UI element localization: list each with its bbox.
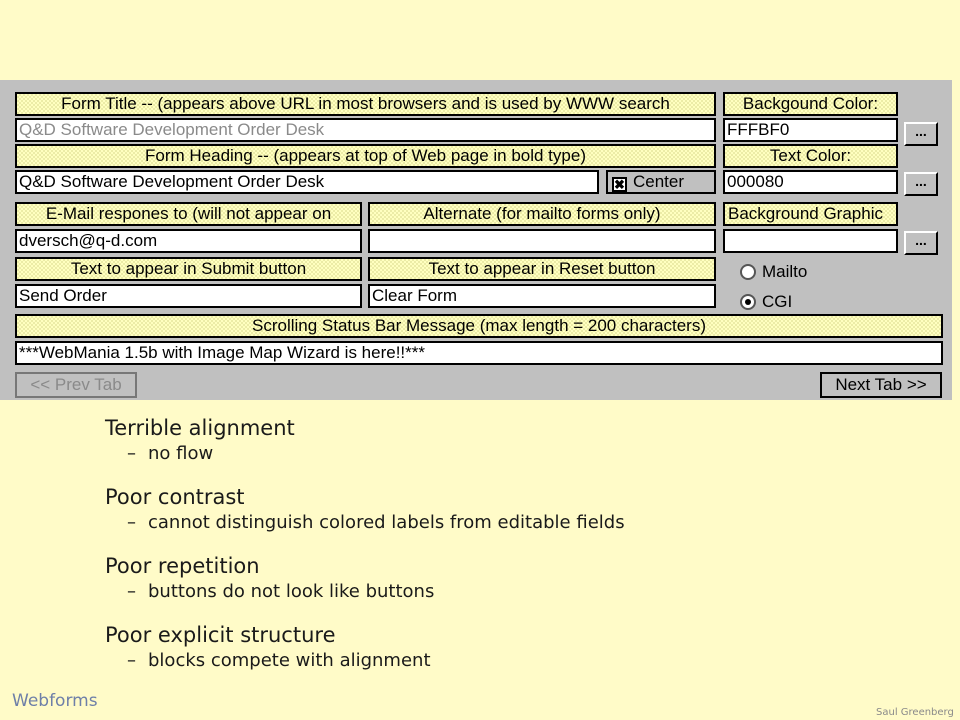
radio-unselected-icon (740, 264, 756, 280)
status-bar-field[interactable]: ***WebMania 1.5b with Image Map Wizard is here!!*** (15, 341, 943, 365)
mailto-radio-label: Mailto (762, 262, 808, 281)
bullet-sub-text: no flow (148, 443, 214, 464)
bullet-title: Poor repetition (105, 554, 260, 578)
footer-author: Saul Greenberg (876, 707, 954, 718)
dash-glyph: – (127, 581, 136, 602)
reset-text-field[interactable]: Clear Form (368, 284, 716, 308)
mailto-radio[interactable] (740, 261, 807, 283)
email-label: E-Mail respones to (will not appear on (15, 202, 362, 226)
bullet-sub-text: cannot distinguish colored labels from editable fields (148, 512, 625, 533)
bullet-subpoint (105, 511, 625, 535)
submit-text-label: Text to appear in Submit button (15, 257, 362, 281)
form-heading-label: Form Heading -- (appears at top of Web page in bold type) (15, 144, 716, 168)
text-color-field[interactable]: 000080 (723, 170, 898, 194)
bg-color-browse-button[interactable]: ... (904, 122, 938, 146)
reset-text-label: Text to appear in Reset button (368, 257, 716, 281)
bg-graphic-label: Background Graphic (723, 202, 898, 226)
dash-glyph: – (127, 512, 136, 533)
critique-list (105, 414, 625, 690)
bullet-sub-text: blocks compete with alignment (148, 650, 431, 671)
checkbox-checked-icon: ✖ (612, 177, 627, 192)
bullet-title: Poor explicit structure (105, 623, 336, 647)
radio-selected-icon (740, 294, 756, 310)
cgi-radio[interactable] (740, 291, 792, 313)
bullet-subpoint (105, 580, 625, 604)
center-checkbox[interactable] (606, 170, 716, 194)
alternate-label: Alternate (for mailto forms only) (368, 202, 716, 226)
list-item (105, 483, 625, 535)
bg-graphic-field[interactable] (723, 229, 898, 253)
alternate-field[interactable] (368, 229, 716, 253)
bullet-sub-text: buttons do not look like buttons (148, 581, 435, 602)
bg-color-label: Backgound Color: (723, 92, 898, 116)
form-heading-field[interactable]: Q&D Software Development Order Desk (15, 170, 599, 194)
bullet-title: Poor contrast (105, 485, 245, 509)
dash-glyph: – (127, 650, 136, 671)
dash-glyph: – (127, 443, 136, 464)
bullet-title: Terrible alignment (105, 416, 295, 440)
text-color-label: Text Color: (723, 144, 898, 168)
footer-title: Webforms (12, 691, 98, 711)
list-item (105, 414, 625, 466)
text-color-browse-button[interactable]: ... (904, 172, 938, 196)
form-title-field[interactable]: Q&D Software Development Order Desk (15, 118, 716, 142)
prev-tab-button[interactable]: << Prev Tab (15, 372, 137, 398)
bg-color-field[interactable]: FFFBF0 (723, 118, 898, 142)
status-bar-label: Scrolling Status Bar Message (max length = 200 characters) (15, 314, 943, 338)
bullet-subpoint (105, 649, 625, 673)
email-field[interactable]: dversch@q-d.com (15, 229, 362, 253)
webform-screenshot (0, 80, 952, 400)
form-title-label: Form Title -- (appears above URL in most browsers and is used by WWW search (15, 92, 716, 116)
bg-graphic-browse-button[interactable]: ... (904, 231, 938, 255)
bullet-subpoint (105, 442, 625, 466)
list-item (105, 552, 625, 604)
next-tab-button[interactable]: Next Tab >> (820, 372, 942, 398)
submit-text-field[interactable]: Send Order (15, 284, 362, 308)
list-item (105, 621, 625, 673)
center-checkbox-label: Center (633, 172, 685, 191)
cgi-radio-label: CGI (762, 292, 793, 311)
